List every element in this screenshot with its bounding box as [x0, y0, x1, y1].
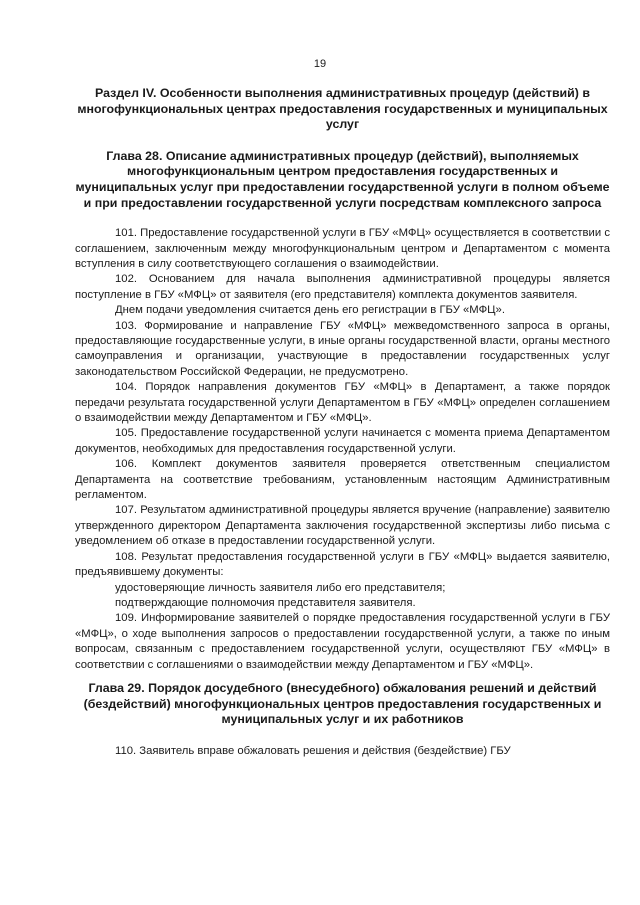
- document-body: [75, 86, 610, 759]
- paragraph-103: 103. Формирование и направление ГБУ «МФЦ» межведомственного запроса в органы, предоставляющие государственные услуги, в иные органы государственной власти, органы местного самоуправления и организации, участвующие в предоставлении государственных услуг законодательством Российской Федерации, не предусмотрено.: [75, 319, 610, 378]
- paragraph-108: 108. Результат предоставления государственной услуги в ГБУ «МФЦ» выдается заявителю, предъявившему документы:: [75, 550, 610, 579]
- paragraph-102-note: Днем подачи уведомления считается день его регистрации в ГБУ «МФЦ».: [115, 304, 505, 317]
- paragraph-108-item-1: удостоверяющие личность заявителя либо его представителя;: [115, 581, 446, 594]
- section-heading: Раздел IV. Особенности выполнения административных процедур (действий) в многофункциональных центрах предоставления государственных и муниципальных услуг: [77, 86, 608, 132]
- paragraph-108-item-2: подтверждающие полномочия представителя заявителя.: [115, 596, 416, 609]
- chapter-29-heading: Глава 29. Порядок досудебного (внесудебного) обжалования решений и действий (бездействий) многофункциональных центров предоставления государственных и муниципальных услуг и их работников: [83, 680, 602, 727]
- paragraph-104: 104. Порядок направления документов ГБУ «МФЦ» в Департамент, а также порядок передачи результата государственной услуги Департаментом в ГБУ «МФЦ» определен соглашением о взаимодействии между Департаментом и ГБУ «МФЦ».: [75, 381, 610, 425]
- paragraph-105: 105. Предоставление государственной услуги начинается с момента приема Департаментом документов, необходимых для предоставления государственной услуги.: [75, 427, 610, 455]
- paragraph-106: 106. Комплект документов заявителя проверяется ответственным специалистом Департамента на соответствие требованиям, установленным настоящим Административным регламентом.: [75, 458, 610, 502]
- paragraph-107: 107. Результатом административной процедуры является вручение (направление) заявителю утвержденного директором Департамента заключения государственной экспертизы либо письма с уведомлением об отказе в предоставлении государственной услуги.: [75, 504, 610, 548]
- paragraph-110: 110. Заявитель вправе обжаловать решения и действия (бездействие) ГБУ: [115, 744, 511, 757]
- page-number: 19: [313, 58, 327, 70]
- chapter-28-heading: Глава 28. Описание административных процедур (действий), выполняемых многофункциональным центром предоставления государственных и муниципальных услуг при предоставлении государственной услуги в полном объеме и при предоставлении государственной услуги посредствам комплексного запроса: [75, 148, 610, 210]
- paragraph-109: 109. Информирование заявителей о порядке предоставления государственной услуги в ГБУ «МФЦ», о ходе выполнения запросов о предоставлении государственной услуги, а также по иным вопросам, связанным с предоставлением государственной услуги, осуществляют ГБУ «МФЦ» в соответствии с соглашениями о взаимодействии между Департаментом и ГБУ «МФЦ».: [75, 612, 610, 671]
- paragraph-102: 102. Основанием для начала выполнения административной процедуры является поступление в ГБУ «МФЦ» от заявителя (его представителя) комплекта документов заявителя.: [75, 273, 610, 301]
- paragraph-101: 101. Предоставление государственной услуги в ГБУ «МФЦ» осуществляется в соответствии с соглашением, заключенным между многофункциональным центром и Департаментом с момента вступления в силу соответствующего соглашения о взаимодействии.: [75, 227, 610, 270]
